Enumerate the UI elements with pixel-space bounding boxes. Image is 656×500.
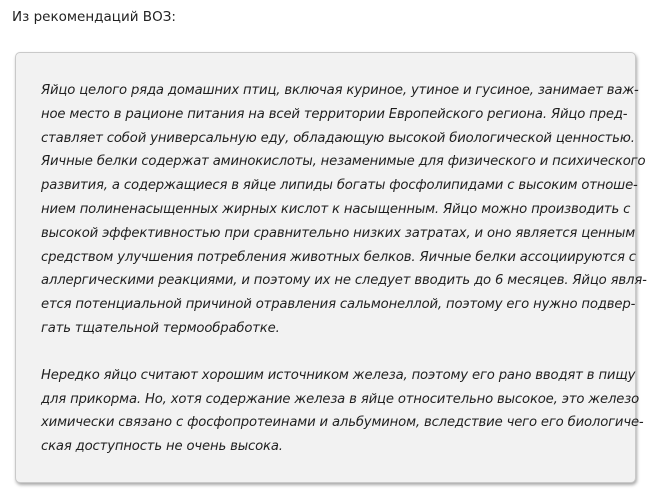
quote-line: средством улучшения потребления животных белков. Яичные белки ассоциируются с — [41, 249, 636, 265]
quote-paragraph-1 — [41, 79, 647, 341]
quote-line: Яичные белки содержат аминокислоты, незаменимые для физического и психического — [41, 154, 646, 170]
quote-line: ская доступность не очень высока. — [41, 439, 283, 455]
quote-paragraph-2 — [41, 364, 644, 459]
quote-box — [15, 52, 647, 483]
quote-line: Нередко яйцо считают хорошим источником железа, поэтому его рано вводят в пищу — [41, 367, 636, 383]
quote-line: нием полиненасыщенных жирных кислот к насыщенным. Яйцо можно производить с — [41, 201, 631, 217]
quote-line: для прикорма. Но, хотя содержание железа в яйце относительно высокое, это железо — [41, 391, 640, 407]
page-heading: Из рекомендаций ВОЗ: — [12, 9, 176, 25]
quote-line: высокой эффективностью при сравнительно низких затратах, и оно является ценным — [41, 225, 636, 241]
quote-line: ное место в рационе питания на всей территории Европейского региона. Яйцо пред- — [41, 106, 628, 122]
quote-line: химически связано с фосфопротеинами и альбумином, вследствие чего его биологиче- — [41, 415, 644, 431]
quote-line: развития, а содержащиеся в яйце липиды богаты фосфолипидами с высоким отноше- — [41, 178, 638, 194]
quote-line: гать тщательной термообработке. — [41, 320, 280, 336]
quote-line: ставляет собой универсальную еду, обладающую высокой биологической ценностью. — [41, 130, 635, 146]
quote-line: ется потенциальной причиной отравления сальмонеллой, поэтому его нужно подвер- — [41, 297, 636, 313]
quote-line: Яйцо целого ряда домашних птиц, включая куриное, утиное и гусиное, занимает важ- — [41, 83, 639, 98]
quote-line: аллергическими реакциями, и поэтому их не следует вводить до 6 месяцев. Яйцо явля- — [41, 273, 647, 289]
